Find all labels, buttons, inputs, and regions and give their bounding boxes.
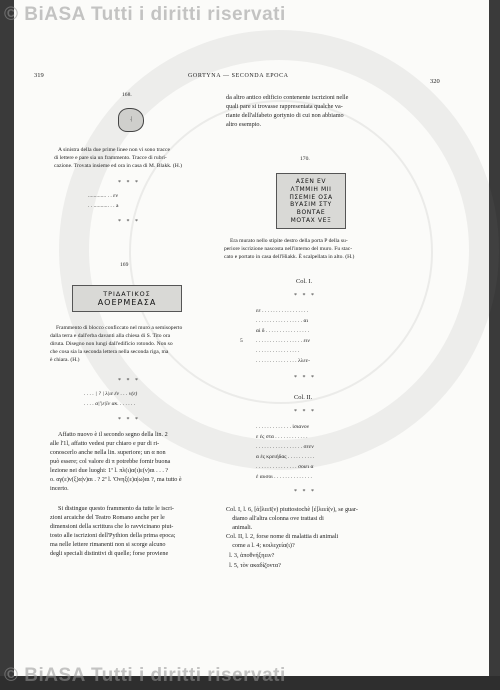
figure-168-stone-text: ᛆ [129, 116, 133, 123]
figure-170-inscription-line: ΛΤΜΜΙΗ ΜΙΙ [290, 185, 332, 193]
figure-169-inscription-line: ΑΟΕΡΜΕΑΣΑ [97, 298, 157, 307]
figure-169-caption-line: Frammento di blocco conficcato nel muro a semisoperto [56, 325, 183, 331]
paragraph-line: degli speciali distintivi di quelle; forse proviene [50, 550, 169, 557]
note-line: Col. I, l. 6, [ἀ]λεεῖ(ν) piuttostochè [ἐ]λεεί(ν), se guar- [226, 506, 358, 513]
paragraph-line: Affatto nuovo è il secondo segno della lin. 2 [58, 431, 168, 438]
paragraph-line: dimensioni della scrittura che lo ravvicinano piut- [50, 523, 174, 530]
figure-170-caption-line: Era murato nello stipite destro della porta P della su- [230, 238, 348, 244]
note-line: Col. II, l. 2, forse nome di malattia di animali [226, 533, 339, 540]
paragraph-line: tosto alle iscrizioni dell'Pythion della prima epoca; [50, 532, 176, 539]
note-line: l. 5, τὸν ακαδίζοντα? [226, 562, 281, 569]
greek-line: . . . . | ? | λ|ιε ἐν . . . ν(ε) [84, 391, 138, 397]
figure-170-inscription-line: ΑΣΕΝ ΕV [295, 178, 327, 185]
figure-169-caption-line: dalla terra e dall'erba davanti alla chiesa di S. Tito ora [50, 333, 171, 339]
figure-168-caption-line: di lettere e pare sia un frammento. Tracce di rubri- [54, 155, 167, 161]
section-separator: * * * [294, 489, 316, 495]
figure-169-number: 169 [120, 262, 129, 268]
note-line: come a l. 4; κοιλεχεία(ι)? [226, 542, 295, 549]
section-separator: * * * [118, 180, 140, 186]
inscription-line: . . ........... . . a [88, 203, 119, 209]
watermark-bottom: © BiASA Tutti i diritti riservati [4, 665, 286, 686]
paragraph-line: alle l'1l, affatto vedesi pur chiaro e pur di ri- [50, 440, 160, 447]
figure-169-caption-line: che cosa sia la seconda lettera nella seconda riga, ma [50, 349, 169, 355]
column-1-row: αί δ . . . . . . . . . . . . . . . . [256, 328, 310, 334]
figure-169-inscription-line: ΤΡΙΔΑΤΙΚΟΣ [103, 290, 151, 298]
paragraph-line: riante dell'alfabeto gortynio di cui non abbiamo [226, 112, 344, 119]
inscription-line: ............. . . εν [88, 193, 119, 199]
column-1-row: . . . . . . . . . . . . . . . . [256, 348, 300, 354]
figure-170-inscription-line: ΠΣΕΜΙΕ ΟΣΑ [289, 193, 333, 201]
paragraph-line: lezione nei due luoghi: 1ª l. πλ(ι)α(ι)ε(ν)αι . . . ? [50, 467, 169, 474]
column-1-row: . . . . . . . . . . . . . . . . . ειν [256, 338, 310, 344]
paragraph-line: può essere; col valore di π potrebbe fornir buona [50, 458, 171, 465]
column-2-row: ε ἐς στα . . . . . . . . . . . . [256, 434, 308, 440]
running-title: GORTYNA — SECONDA EPOCA [188, 73, 289, 79]
section-separator: * * * [294, 293, 316, 299]
column-2-row: . . . . . . . . . . . . . . . σοιει α [256, 464, 314, 470]
figure-170-inscription-line: ΜΟΤΑΧ VΕΞ [290, 216, 332, 224]
paragraph-line: o. αγ(ε)ν(ξ)α|ν)αι . ? 2ª l. 'Ονηξ(ε)α|ω)αι ?, ma tutto è [50, 476, 182, 483]
column-2-heading: Col. II. [294, 394, 313, 401]
paragraph-line: incerto. [50, 485, 69, 492]
paragraph-line: da altro antico edificio contenente iscrizioni nelle [226, 94, 349, 101]
watermark-top: © BiASA Tutti i diritti riservati [4, 4, 286, 25]
figure-169-caption-line: è chiara. (H.) [50, 357, 80, 363]
page-number-left: 319 [34, 72, 44, 79]
column-2-row: . . . . . . . . . . . . . . . . . σεεν [256, 444, 314, 450]
scan-border-left [0, 0, 14, 690]
section-separator: * * * [118, 417, 140, 423]
paragraph-line: Si distingue questo frammento da tutte le iscri- [58, 505, 174, 512]
section-separator: * * * [118, 219, 140, 225]
figure-169-inscription [72, 285, 182, 312]
paragraph-line: quali pare si trovasse rappresentata qualche va- [226, 103, 343, 110]
figure-168-stone [118, 108, 144, 132]
note-line: animali. [226, 524, 253, 531]
section-separator: * * * [294, 409, 316, 415]
figure-170-inscription [276, 173, 346, 229]
figure-169-caption-line: diruta. Disegno non lungi dall'edificio rotondo. Non so [50, 341, 173, 347]
figure-170-inscription-line: ΒΟΝΤΑΕ [296, 209, 326, 217]
page-number-right: 320 [430, 78, 440, 85]
figure-168-number: 168. [122, 92, 132, 98]
paragraph-line: zioni arcaiche del Teatro Romano anche per le [50, 514, 165, 521]
column-2-row: α ἐς κρειήδας . . . . . . . . . . [256, 454, 315, 460]
column-1-row: . . . . . . . . . . . . . . . . . αι [256, 318, 308, 324]
figure-170-caption-line: periore iscrizione nascosta nell'interno del muro. Fu stac- [224, 246, 353, 252]
paragraph-line: altro esempio. [226, 121, 262, 128]
figure-170-caption-line: cato e portato in casa dell'Hiakk. È scalpellata in alto. (H.) [224, 254, 355, 260]
column-1-row: . . . . . . . . . . . . . . . λλεε- [256, 358, 310, 364]
column-2-row: . . . . . . . . . . . . . ἱσιανον [256, 424, 310, 430]
scan-border-right [489, 0, 500, 690]
figure-170-number: 170. [300, 156, 310, 162]
column-1-row-number: 5 [240, 338, 243, 344]
paragraph-line: conoscerlo anche nella lin. superiore; un α non [50, 449, 166, 456]
section-separator: * * * [294, 375, 316, 381]
note-line: l. 3, ἀποθνήξηειν? [226, 552, 275, 559]
figure-168-caption-line: A sinistra della due prime linee non vi sono tracce [58, 147, 170, 153]
figure-170-inscription-line: ΒΥΑΣΙΜ ΣΤΥ [290, 201, 332, 209]
figure-168-caption-line: cazione. Trovata insieme ed ora in casa di M. Blakk. (H.) [54, 163, 183, 169]
section-separator: * * * [118, 378, 140, 384]
column-1-heading: Col. I. [296, 278, 313, 285]
column-2-row: ἐ αυσοι . . . . . . . . . . . . . . [256, 474, 312, 480]
greek-line: . . . . α|'|ε|ῑν ακ. . . . . . . [84, 401, 136, 407]
column-1-row: εε . . . . . . . . . . . . . . . . . [256, 308, 309, 314]
note-line: diamo all'altra colonna ove trattasi di [226, 515, 324, 522]
paragraph-line: ma nelle lettere rimanenti non si scorge alcuno [50, 541, 166, 548]
